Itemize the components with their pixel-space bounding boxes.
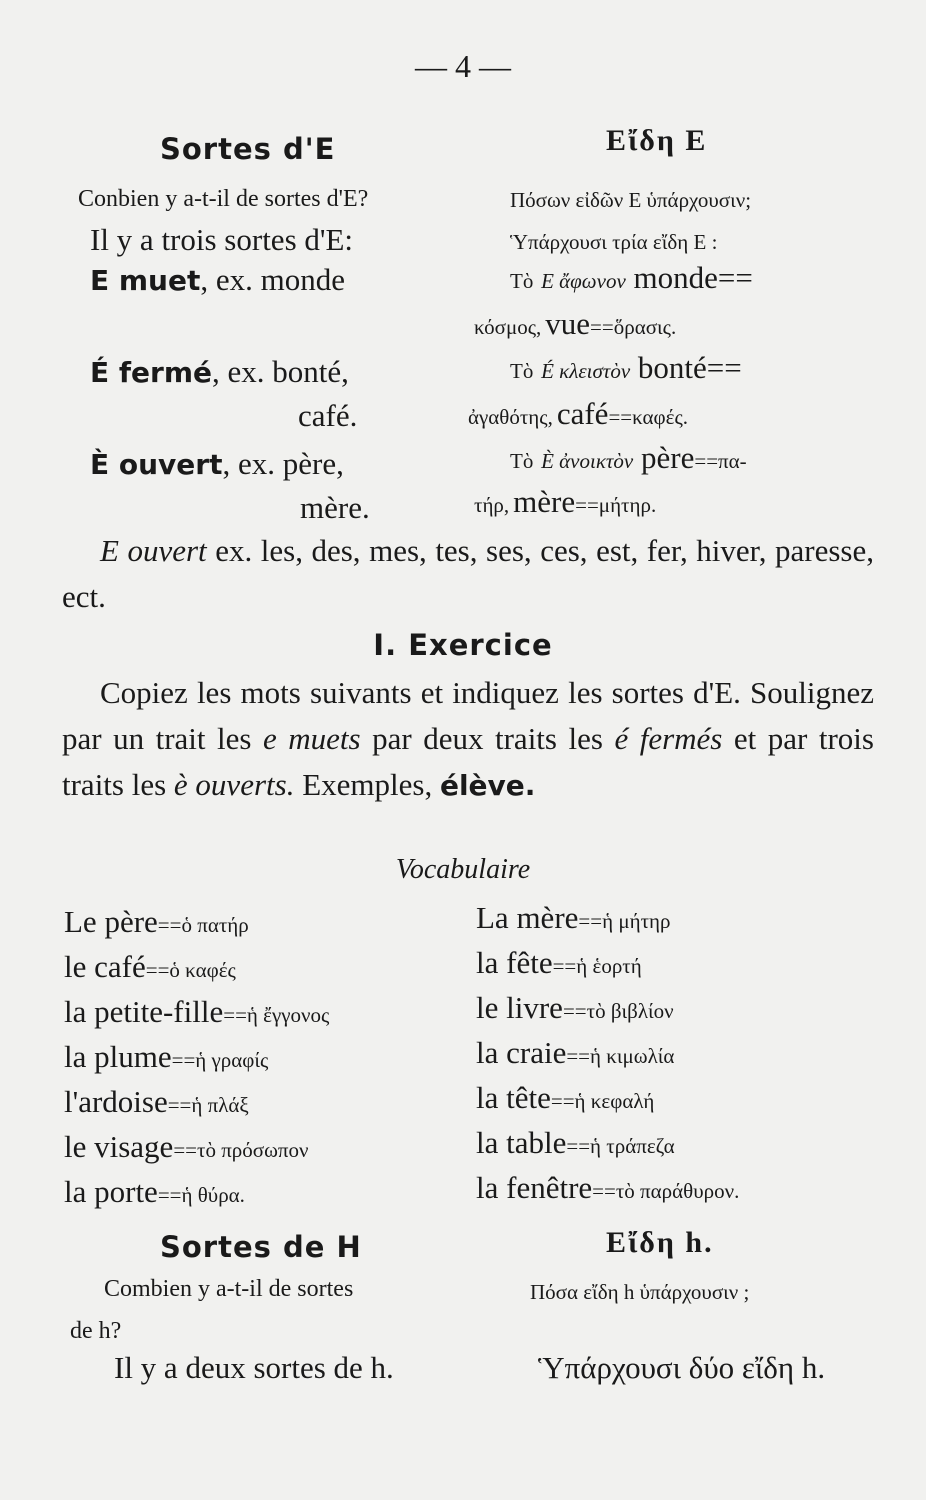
exercise-instructions	[62, 670, 874, 809]
vocabulary-word-fr: la fenêtre	[476, 1170, 593, 1205]
e-ferme-gr-agathotes: ἀγαθότης,	[468, 405, 553, 429]
e-ouvert-gr-meter: ==μήτηρ.	[575, 493, 657, 517]
e-muet-row	[90, 262, 345, 298]
section-e-answer-fr: Il y a trois sortes d'E:	[90, 222, 354, 257]
vocabulary-word-gr: ==ἡ ἔγγονος	[223, 1003, 330, 1027]
vocabulary-row	[64, 1129, 329, 1174]
exercise-text-3: et par trois traits les	[62, 721, 874, 802]
exercise-text-fermes: é fermés	[614, 721, 723, 756]
e-muet-gr-kosmos: κόσμος,	[474, 315, 542, 339]
section-e-question-gr: Πόσων εἰδῶν Ε ὑπάρχουσιν;	[510, 188, 752, 212]
e-ferme-gr-cafe: café	[556, 396, 609, 431]
exercise-text-4: Exemples,	[294, 767, 440, 802]
e-muet-gr-eq: ==	[717, 260, 753, 295]
section-h-question-fr-2: de h?	[70, 1318, 122, 1344]
vocabulary-word-fr: le visage	[64, 1129, 174, 1164]
vocabulary-word-gr: ==ἡ τράπεζα	[566, 1134, 675, 1158]
vocabulary-word-fr: la fête	[476, 945, 553, 980]
section-e-question-fr: Conbien y a-t-il de sortes d'E?	[78, 186, 369, 212]
vocabulary-word-gr: ==ὁ πατήρ	[157, 913, 249, 937]
e-ouvert-gr-row2	[474, 484, 656, 520]
e-ferme-gr-article: Τὸ	[510, 359, 534, 383]
e-ferme-gr-kafes: ==καφές.	[608, 405, 689, 429]
e-ferme-gr-term: É κλειστὸν	[541, 359, 631, 383]
vocabulary-row	[476, 1170, 739, 1215]
section-h-answer-gr: Ὑπάρχουσι δύο εἴδη h.	[538, 1350, 826, 1385]
exercise-text-ouverts: è ouverts.	[173, 767, 295, 802]
section-e-answer-gr: Ὑπάρχουσι τρία εἴδη Ε :	[510, 230, 718, 254]
section-h-title-fr: Sortes de H	[160, 1230, 362, 1264]
vocabulary-word-fr: la table	[476, 1125, 567, 1160]
vocabulary-word-fr: la plume	[64, 1039, 172, 1074]
vocabulary-row	[64, 904, 329, 949]
e-muet-label: E muet	[90, 264, 201, 297]
section-h-question-gr: Πόσα εἴδη h ὑπάρχουσιν ;	[530, 1280, 750, 1304]
exercise-example-word: élève.	[439, 769, 536, 802]
section-e-title-fr: Sortes d'E	[160, 132, 336, 166]
vocabulary-row	[476, 1035, 739, 1080]
e-ferme-gr-eq: ==	[706, 350, 742, 385]
vocabulary-row	[476, 1125, 739, 1170]
vocabulary-row	[64, 1039, 329, 1084]
exercise-text-muets: e muets	[263, 721, 361, 756]
vocabulary-word-gr: ==τὸ πρόσωπον	[173, 1138, 309, 1162]
vocabulary-word-fr: le livre	[476, 990, 563, 1025]
page-number: — 4 —	[415, 48, 511, 84]
vocabulary-word-fr: la craie	[476, 1035, 567, 1070]
vocabulary-right	[476, 900, 739, 1215]
vocabulary-word-fr: le café	[64, 949, 146, 984]
e-ouvert-note-text: ex. les, des, mes, tes, ses, ces, est, fer, hiver, paresse, ect.	[62, 533, 874, 614]
e-ouvert-gr-term: È ἀνοικτὸν	[541, 449, 634, 473]
vocabulary-word-gr: ==ἡ πλάξ	[167, 1093, 249, 1117]
vocabulary-word-gr: ==ἡ μήτηρ	[578, 909, 671, 933]
vocabulary-word-gr: ==ἡ κεφαλή	[550, 1089, 655, 1113]
e-ferme-example-2: café.	[298, 398, 358, 433]
e-ferme-gr-row2	[468, 396, 688, 432]
exercise-text-2: par deux traits les	[360, 721, 615, 756]
section-e-title-gr: Εἴδη Ε	[606, 124, 708, 157]
vocabulary-word-gr: ==ἡ ἑορτή	[552, 954, 642, 978]
e-ferme-example: , ex. bonté,	[212, 354, 349, 389]
vocabulary-word-fr: la tête	[476, 1080, 551, 1115]
e-ouvert-row	[90, 446, 344, 482]
e-ouvert-note	[62, 528, 874, 620]
e-ferme-gr-word: bonté	[637, 350, 707, 385]
vocabulary-word-fr: La mère	[476, 900, 579, 935]
vocabulary-left	[64, 904, 329, 1219]
vocabulary-word-gr: ==ἡ θύρα.	[157, 1183, 245, 1207]
vocabulary-word-fr: Le père	[64, 904, 158, 939]
e-ouvert-gr-article: Τὸ	[510, 449, 534, 473]
vocabulary-row	[64, 1174, 329, 1219]
section-h-question-fr-1: Combien y a-t-il de sortes	[104, 1276, 354, 1302]
e-ferme-label: É fermé	[90, 356, 213, 389]
vocabulary-word-gr: ==ἡ γραφίς	[171, 1048, 269, 1072]
exercise-text-1: Copiez les mots suivants et indiquez les sortes d'E. Soulignez par un trait les	[62, 675, 874, 756]
section-h-title-gr: Εἴδη h.	[606, 1226, 714, 1259]
e-muet-example: , ex. monde	[200, 262, 345, 297]
vocabulary-row	[64, 949, 329, 994]
e-ouvert-example-2: mère.	[300, 490, 370, 525]
vocabulary-row	[64, 1084, 329, 1129]
vocabulary-word-gr: ==τὸ βιβλίον	[562, 999, 674, 1023]
vocabulary-row	[476, 990, 739, 1035]
vocabulary-word-fr: la porte	[64, 1174, 158, 1209]
vocabulary-row	[476, 945, 739, 990]
e-muet-gr-word: monde	[633, 260, 718, 295]
e-muet-gr-row	[510, 260, 753, 296]
vocabulary-word-gr: ==ἡ κιμωλία	[566, 1044, 675, 1068]
exercise-title: I. Exercice	[373, 628, 553, 662]
e-ouvert-gr-word: père	[641, 440, 695, 475]
e-muet-gr-row2	[474, 306, 676, 342]
e-ouvert-example: , ex. père,	[222, 446, 344, 481]
vocabulary-row	[476, 900, 739, 945]
e-muet-gr-article: Τὸ	[510, 269, 534, 293]
e-ouvert-note-term: E ouvert	[100, 533, 207, 568]
e-ferme-gr-row	[510, 350, 742, 386]
vocabulary-word-gr: ==τὸ παράθυρον.	[592, 1179, 740, 1203]
vocabulary-word-fr: la petite-fille	[64, 994, 224, 1029]
e-ouvert-gr-mere: mère	[513, 484, 576, 519]
section-h-answer-fr: Il y a deux sortes de h.	[114, 1350, 394, 1385]
e-muet-gr-term: Ε ἄφωνον	[541, 269, 626, 293]
vocabulary-word-fr: l'ardoise	[64, 1084, 168, 1119]
e-ouvert-label: È ouvert	[90, 448, 223, 481]
vocabulary-word-gr: ==ὁ καφές	[145, 958, 236, 982]
vocabulary-title: Vocabulaire	[395, 854, 531, 885]
e-muet-gr-vue: vue	[545, 306, 591, 341]
e-muet-gr-orasis: ==ὅρασις.	[590, 315, 677, 339]
vocabulary-row	[64, 994, 329, 1039]
vocabulary-row	[476, 1080, 739, 1125]
e-ouvert-gr-eq: ==πα-	[694, 449, 747, 473]
e-ouvert-gr-pater: τήρ,	[474, 493, 510, 517]
e-ouvert-gr-row	[510, 440, 747, 476]
e-ferme-row	[90, 354, 349, 390]
